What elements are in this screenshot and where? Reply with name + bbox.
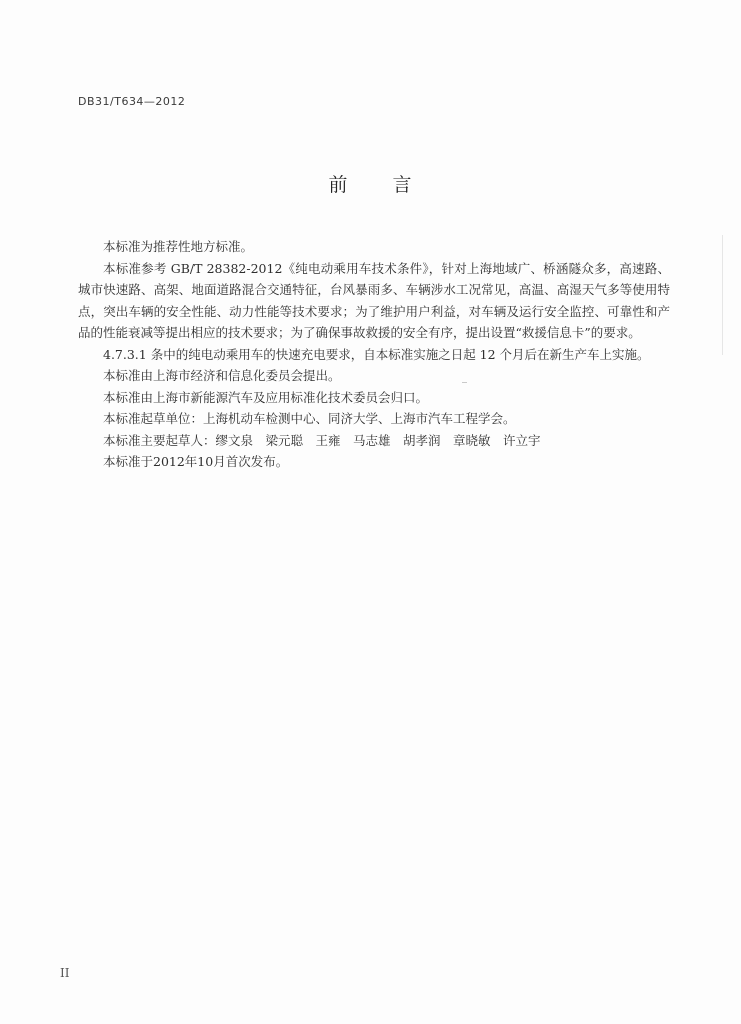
foreword-body — [78, 236, 670, 473]
paragraph-fast-charge: 4.7.3.1 条中的纯电动乘用车的快速充电要求，自本标准实施之日起 12 个月后在新生产车上实施。 — [103, 346, 650, 362]
paragraph-standard-type: 本标准为推荐性地方标准。 — [103, 239, 254, 254]
paragraph-first-release: 本标准于2012年10月首次发布。 — [103, 454, 289, 469]
section-title-char-1: 前 — [328, 174, 349, 196]
paragraph-reference: 本标准参考 GB/T 28382-2012《纯电动乘用车技术条件》，针对上海地域广、桥涵隧众多，高速路、城市快速路、高架、地面道路混合交通特征，台风暴雨多、车辆涉水工况常见，高温、高湿天气多等使用特点，突出车辆的安全性能、动力性能等技术要求；为了维护用户利益，对车辆及运行安全监控、可靠性和产品的性能衰减等提出相应的技术要求；为了确保事故救援的安全有序，提出设置“救援信息卡”的要求。 — [78, 260, 670, 340]
paragraph-drafters: 本标准主要起草人：缪文泉 梁元聪 王雍 马志雄 胡孝润 章晓敏 许立宇 — [103, 432, 541, 448]
section-title-char-2: 言 — [392, 174, 413, 196]
scan-artifact — [462, 382, 467, 383]
section-title — [0, 170, 741, 197]
scan-edge-line — [722, 235, 723, 355]
paragraph-drafting-units: 本标准起草单位：上海机动车检测中心、同济大学、上海市汽车工程学会。 — [103, 411, 516, 426]
page-number: II — [60, 966, 70, 980]
paragraph-centralized-by: 本标准由上海市新能源汽车及应用标准化技术委员会归口。 — [103, 389, 429, 405]
document-code: DB31/T634—2012 — [78, 95, 186, 108]
paragraph-proposed-by: 本标准由上海市经济和信息化委员会提出。 — [103, 368, 341, 383]
